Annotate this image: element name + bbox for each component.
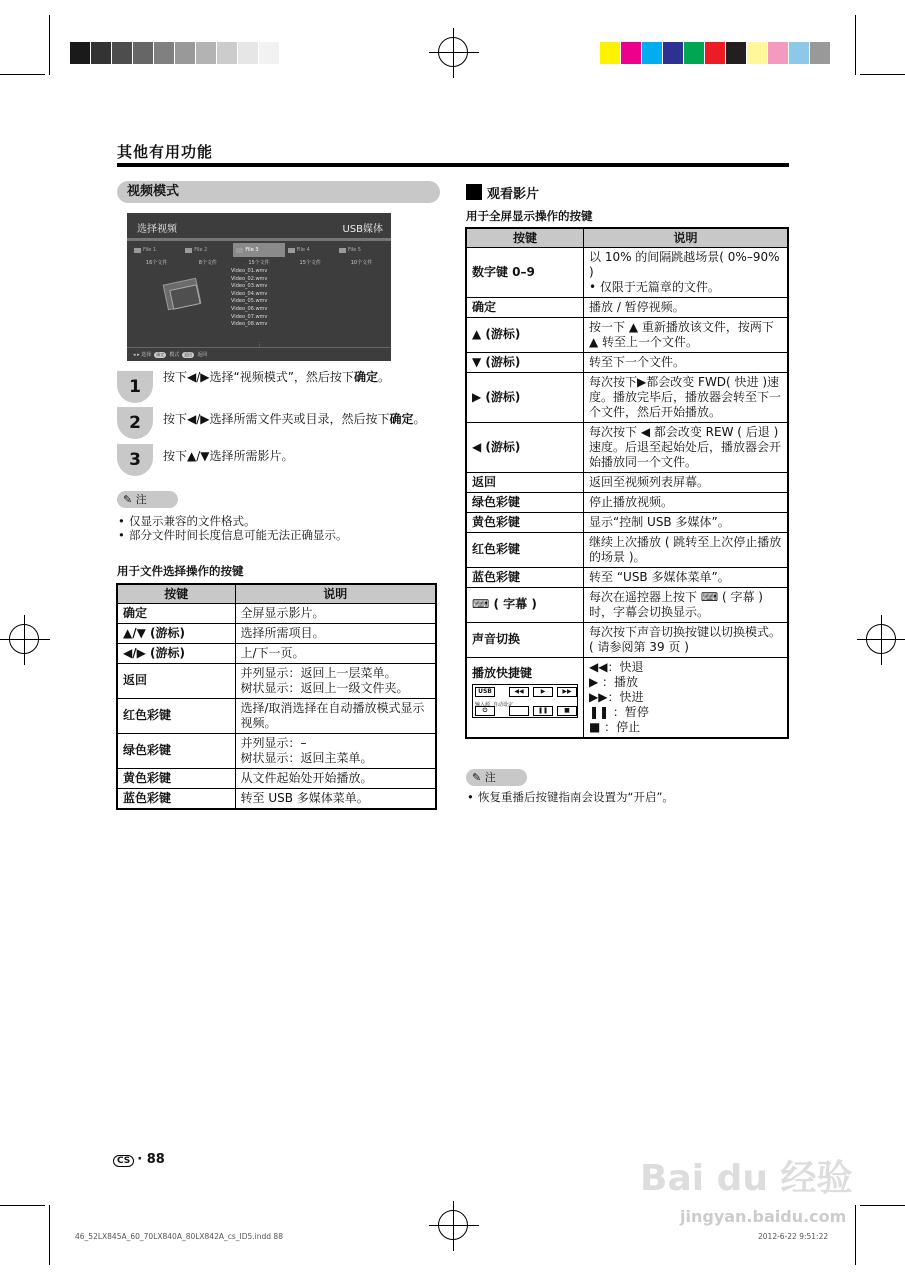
file-select-key-table [116,583,437,810]
col-header-desc: 说明 [584,228,789,247]
key-cell: ▶ (游标) [466,372,584,422]
color-swatch [70,42,91,64]
screen-title: 选择视频 [137,224,177,235]
print-slug-file: 46_52LX845A_60_70LX840A_80LX842A_cs_ID5.indd 88 [75,1232,283,1241]
description-cell: 选择所需项目。 [235,623,436,643]
fullscreen-key-table [465,227,789,739]
description-cell: 每次按下声音切换按键以切换模式。( 请参阅第 39 页 ) [584,622,789,657]
col-header-key: 按键 [466,228,584,247]
col-header-desc: 说明 [235,584,436,603]
note-badge: ✎ 注 [466,769,527,786]
shortcut-item: ❚❚ ：暂停 [589,704,649,719]
shortcut-item: ◀◀：快退 [589,659,644,674]
table-row [117,698,436,733]
col-header-key: 按键 [117,584,235,603]
language-code-badge: CS [113,1155,134,1167]
key-cell: 返回 [117,663,235,698]
file-select-table-title: 用于文件选择操作的按键 [117,564,244,578]
folder-icon [134,248,141,253]
color-swatch [768,42,789,64]
key-cell: 蓝色彩键 [117,788,235,809]
gray-calibration-bar [70,42,301,64]
table-row [117,623,436,643]
folder-icon [185,248,192,253]
page-title: 其他有用功能 [117,143,214,161]
screen-file-counts: 16个文件 8个文件 15个文件 15个文件 10个文件 [145,260,373,266]
folder-icon [288,248,295,253]
input-source-label: 输入源 [475,701,491,708]
note-badge: ✎ 注 [117,491,178,508]
stop-key-icon: ■ [557,706,577,716]
folder-item: File 5 [336,243,387,257]
folder-item: File 1 [131,243,182,257]
remote-playback-keys-illustration [472,684,578,718]
key-cell: 数字键 0–9 [466,247,584,297]
film-thumbnail-icon [169,284,201,309]
color-swatch [238,42,259,64]
folder-item-selected: File 3 [233,243,284,257]
table-row [466,622,788,657]
color-swatch [175,42,196,64]
tv-screen-illustration [127,213,391,361]
key-cell: 绿色彩键 [466,492,584,512]
folder-item: File 4 [285,243,336,257]
crop-mark [0,1205,45,1206]
table-row [117,733,436,768]
return-key-icon: 返回 [184,351,193,357]
step-text-2: 按下◀/▶选择所需文件夹或目录，然后按下确定。 [163,412,426,426]
screen-folder-row [131,243,387,257]
table-row [466,657,788,738]
description-cell: 并列显示：– 树状显示：返回主菜单。 [235,733,436,768]
color-swatch [91,42,112,64]
section-title-watch-movie: 观看影片 [466,183,539,202]
folder-icon [339,248,346,253]
shortcut-key-label: 播放快捷键 [472,665,533,680]
key-cell: ◀ (游标) [466,422,584,472]
table-row [117,643,436,663]
description-cell: 播放 / 暂停视频。 [584,297,789,317]
table-row [117,603,436,623]
header-rule [117,163,789,167]
page-number: CS · 88 [113,1152,165,1167]
key-cell: 绿色彩键 [117,733,235,768]
note-item: • 恢复重播后按键指南会设置为“开启”。 [466,790,786,804]
color-swatch [217,42,238,64]
auto-setting-label: 自动设定 [493,701,514,708]
note-item: • 部分文件时间长度信息可能无法正确显示。 [117,528,437,542]
table-row [466,352,788,372]
step-text-1: 按下◀/▶选择“视频模式”，然后按下确定。 [163,370,390,384]
watermark-logo: Bai du 经验 [640,1158,853,1199]
description-cell: 返回至视频列表屏幕。 [584,472,789,492]
color-swatch [789,42,810,64]
color-swatch [726,42,747,64]
rewind-key-icon: ◀◀ [509,687,529,697]
description-cell: 每次按下 ◀ 都会改变 REW ( 后退 ) 速度。后退至起始处后，播放器会开始播放同一个文件。 [584,422,789,472]
crop-mark [0,74,45,75]
folder-icon [236,248,243,253]
step-text-3: 按下▲/▼选择所需影片。 [163,449,294,463]
folder-item: File 2 [182,243,233,257]
color-swatch [133,42,154,64]
key-cell: 确定 [466,297,584,317]
power-key-icon: ⏻ [475,706,495,716]
description-cell: 全屏显示影片。 [235,603,436,623]
description-cell: 按一下 ▲ 重新播放该文件，按两下 ▲ 转至上一个文件。 [584,317,789,352]
crop-mark [860,74,905,75]
table-row [466,472,788,492]
shortcut-item: ■ ：停止 [589,719,641,734]
description-cell: 停止播放视频。 [584,492,789,512]
table-row [117,788,436,809]
step-number-2: 2 [117,407,153,439]
key-cell: 黄色彩键 [117,768,235,788]
square-bullet-icon [466,184,482,200]
key-cell: ▲ (游标) [466,317,584,352]
table-row [466,512,788,532]
color-swatch [705,42,726,64]
crop-mark [49,15,50,75]
blank-key [509,706,529,716]
key-cell: 声音切换 [466,622,584,657]
color-swatch [642,42,663,64]
registration-mark [438,1210,468,1240]
description-cell: 转至 “USB 多媒体菜单”。 [584,567,789,587]
key-cell: ▲/▼ (游标) [117,623,235,643]
key-cell: 黄色彩键 [466,512,584,532]
key-cell: 确定 [117,603,235,623]
crop-mark [860,1205,905,1206]
color-swatch [154,42,175,64]
screen-guide-bar: ◂ ▸ 选择 确定 模式 返回 返回 [127,347,391,361]
description-cell: 选择/取消选择在自动播放模式显示视频。 [235,698,436,733]
crop-mark [49,1205,50,1265]
table-row [117,663,436,698]
crop-mark [855,15,856,75]
note-list [466,790,786,804]
table-row [466,587,788,622]
registration-mark [438,37,468,67]
video-file-list: Video_01.wmv Video_02.wmv Video_03.wmv Video_04.wmv Video_05.wmv Video_06.wmv Video_07.wmv Video_08.wmv [231,268,268,328]
key-cell: ▼ (游标) [466,352,584,372]
key-cell: ⌨ ( 字幕 ) [466,587,584,622]
section-title-video-mode: 视频模式 [117,181,440,203]
fullscreen-table-title: 用于全屏显示操作的按键 [466,209,593,223]
registration-mark [9,624,39,654]
color-swatch [663,42,684,64]
description-cell: 上/下一页。 [235,643,436,663]
shortcut-item: ▶ ：播放 [589,674,639,689]
key-cell: 返回 [466,472,584,492]
key-cell: 红色彩键 [117,698,235,733]
watermark-url: jingyan.baidu.com [680,1207,847,1226]
color-swatch [747,42,768,64]
key-cell: ◀/▶ (游标) [117,643,235,663]
color-calibration-bar [600,42,831,64]
description-cell: 从文件起始处开始播放。 [235,768,436,788]
color-swatch [621,42,642,64]
print-slug-date: 2012-6-22 9:51:22 [758,1232,829,1241]
table-row [466,567,788,587]
description-cell: 转至 USB 多媒体菜单。 [235,788,436,809]
color-swatch [600,42,621,64]
note-list [117,514,437,542]
enter-key-icon: 确定 [156,351,165,357]
step-number-1: 1 [117,371,153,403]
usb-key: USB [475,687,495,697]
crop-mark [855,1205,856,1265]
description-cell: 显示“控制 USB 多媒体”。 [584,512,789,532]
paperclip-icon: ✎ [123,493,133,506]
description-cell: 每次按下▶都会改变 FWD( 快进 )速度。播放完毕后，播放器会转至下一个文件，然后开始播放。 [584,372,789,422]
table-row [466,247,788,297]
description-cell: 转至下一个文件。 [584,352,789,372]
table-row [466,372,788,422]
table-row [466,317,788,352]
description-cell: 并列显示：返回上一层菜单。 树状显示：返回上一级文件夹。 [235,663,436,698]
table-row [466,422,788,472]
color-swatch [196,42,217,64]
note-item: • 仅显示兼容的文件格式。 [117,514,437,528]
table-row [466,297,788,317]
shortcut-item: ▶▶：快进 [589,689,644,704]
table-row [466,532,788,567]
key-cell: 蓝色彩键 [466,567,584,587]
color-swatch [259,42,280,64]
paperclip-icon: ✎ [472,771,482,784]
fast-forward-key-icon: ▶▶ [557,687,577,697]
color-swatch [684,42,705,64]
screen-divider [127,238,391,241]
color-swatch [112,42,133,64]
registration-mark [866,624,896,654]
pause-key-icon: ❚❚ [533,706,553,716]
color-swatch [810,42,831,64]
description-cell: 每次在遥控器上按下 ⌨ ( 字幕 ) 时，字幕会切换显示。 [584,587,789,622]
table-row [466,492,788,512]
more-indicator: ⋮ [257,342,262,348]
table-row [117,768,436,788]
key-cell: 红色彩键 [466,532,584,567]
play-key-icon: ▶ [533,687,553,697]
description-cell: 以 10% 的间隔跳越场景( 0%–90% ) • 仅限于无篇章的文件。 [584,247,789,297]
screen-source: USB媒体 [342,224,383,235]
description-cell: 继续上次播放 ( 跳转至上次停止播放的场景 )。 [584,532,789,567]
step-number-3: 3 [117,444,153,476]
color-swatch [280,42,301,64]
